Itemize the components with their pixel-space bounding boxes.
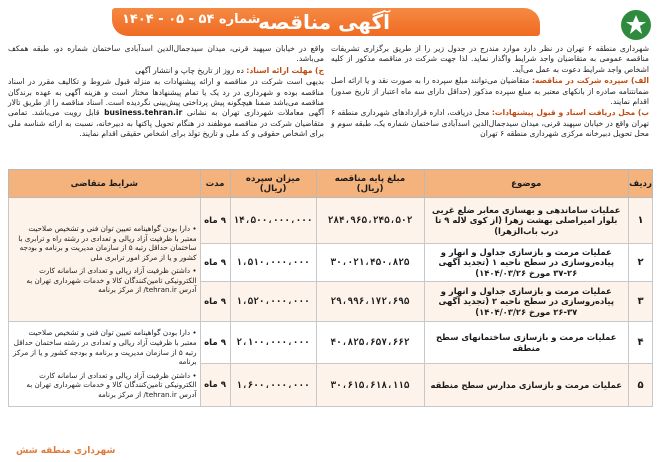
- row-subject: عملیات مرمت و بازسازی مدارس سطح منطقه: [424, 364, 629, 407]
- row-duration: ۹ ماه: [200, 282, 230, 322]
- condition-item: • دارا بودن گواهینامه تعیین توان فنی و تشخیص صلاحیت معتبر با ظرفیت آزاد ریالی و تعدادی در رشته ساختمان حداقل رتبه ۵ از سازمان مدیریت و برنامه و بودجه کشور و یا از مرکز برنامه: [13, 328, 197, 367]
- col-header-row: ردیف: [629, 170, 653, 198]
- signature: شهرداری منطقه شش: [16, 446, 116, 456]
- row-number: ۴: [629, 322, 653, 364]
- row-duration: ۹ ماه: [200, 244, 230, 282]
- row-number: ۲: [629, 244, 653, 282]
- notice-header: [2, 4, 657, 44]
- row-duration: ۹ ماه: [200, 364, 230, 407]
- intro-right-column: [331, 44, 649, 141]
- row-number: ۱: [629, 198, 653, 244]
- table-row: [9, 322, 653, 364]
- row-base-amount: ۳۰،۰۲۱،۴۵۰،۸۲۵: [316, 244, 424, 282]
- intro-paragraph-1: شهرداری منطقه ۶ تهران در نظر دارد موارد مندرج در جدول زیر را از طریق برگزاری تشریفات مناقصه عمومی به متقاضیان واجد شرایط واگذار نماید. لذا جهت شرکت در مناقصه مذکور از کلیه اشخاص واجد شرایط دعوت به عمل می‌آید.: [331, 44, 649, 74]
- col-header-base: [316, 170, 424, 198]
- row-subject: عملیات ساماندهی و بهسازی معابر ضلع غربی بلوار امیر‌اصلی بهشت زهرا (از کوی لاله ۹ تا درب باب‌الزهرا): [424, 198, 629, 244]
- intro-left-column: [8, 44, 324, 141]
- row-subject: عملیات مرمت و بازسازی جداول و انهار و پیاده‌روسازی در سطح ناحیه ۱ (تجدید آگهی ۲۶-۳۷ مورخ ۱۴۰۴/۰۳/۲۶): [424, 244, 629, 282]
- row-base-amount: ۲۸۴،۹۶۵،۲۴۵،۵۰۲: [316, 198, 424, 244]
- deposit-unit: (ریال): [259, 183, 287, 194]
- table-row: [9, 198, 653, 244]
- deposit-label: میزان سپرده: [245, 173, 301, 184]
- base-label: مبلغ پایه مناقصه: [334, 173, 406, 184]
- col-header-duration: مدت: [200, 170, 230, 198]
- location-continued: واقع در خیابان سپهبد قرنی، میدان سیدجمال‌الدین اسدآبادی ساختمان شماره دو، طبقه همکف می‌باشد.: [8, 44, 324, 64]
- table-header-row: [9, 170, 653, 198]
- conditions-group-1: [9, 198, 201, 322]
- row-deposit-amount: ۱،۵۲۰،۰۰۰،۰۰۰: [230, 282, 316, 322]
- base-unit: (ریال): [356, 183, 384, 194]
- notice-title: آگهی مناقصه: [258, 10, 390, 34]
- intro-text: [2, 44, 657, 169]
- row-deposit-amount: ۱،۵۱۰،۰۰۰،۰۰۰: [230, 244, 316, 282]
- col-header-conditions: شرایط متقاضی: [9, 170, 201, 198]
- row-base-amount: ۳۰،۶۱۵،۶۱۸،۱۱۵: [316, 364, 424, 407]
- location-section-label: ب) محل دریافت اسناد و قبول پیشنهادات:: [491, 108, 649, 118]
- row-deposit-amount: ۱۴،۵۰۰،۰۰۰،۰۰۰: [230, 198, 316, 244]
- row-duration: ۹ ماه: [200, 198, 230, 244]
- condition-item: • داشتن ظرفیت آزاد ریالی و تعدادی از سامانه کارت الکترونیکی تامین‌کنندگان کالا و خدمات شهرداری تهران به آدرس tehran.ir/ از مرکز برنامه: [26, 370, 197, 399]
- terms-text-end: قابل رویت می‌باشد. تمامی متقاضیان شرکت در مناقصه موظفند در هنگام تحویل پاکتها به دبیرخانه، نسبت به ارائه شناسه ملی برای اشخاص حقوقی و کد ملی و تاریخ تولد برای اشخاص حقیقی اقدام نمایند.: [8, 108, 324, 139]
- tender-table: [8, 169, 653, 407]
- location-section-text: محل دریافت، اداره قراردادهای شهرداری منطقه ۶ تهران واقع در خیابان سپهبد قرنی، میدان سیدجمال‌الدین اسدآبادی ساختمان شماره یک، طبقه سوم و محل تحویل دبیرخانه مرکزی شهرداری منطقه ۶ تهران: [331, 108, 649, 139]
- title-banner: [112, 8, 540, 36]
- col-header-subject: موضوع: [424, 170, 629, 198]
- conditions-group-2: [9, 322, 201, 407]
- deadline-text: ده روز از تاریخ چاپ و انتشار آگهی: [135, 65, 244, 75]
- condition-item: • داشتن ظرفیت آزاد ریالی و تعدادی از سامانه کارت الکترونیکی تامین‌کنندگان کالا و خدمات شهرداری تهران به آدرس tehran.ir/ از مرکز برنامه: [26, 266, 197, 295]
- notice-number: شماره ۵۴ - ۰۵ - ۱۴۰۴: [122, 12, 261, 27]
- row-number: ۵: [629, 364, 653, 407]
- row-duration: ۹ ماه: [200, 322, 230, 364]
- deadline-label: ج) مهلت ارائه اسناد:: [246, 65, 324, 75]
- row-subject: عملیات مرمت و بازسازی جداول و انهار و پیاده‌روسازی در سطح ناحیه ۲ (تجدید آگهی ۳۷-۲۶ مورخ ۱۴۰۴/۰۳/۲۶): [424, 282, 629, 322]
- row-deposit-amount: ۱،۶۰۰،۰۰۰،۰۰۰: [230, 364, 316, 407]
- row-deposit-amount: ۲،۱۰۰،۰۰۰،۰۰۰: [230, 322, 316, 364]
- row-subject: عملیات مرمت و بازسازی ساختمانهای سطح منطقه: [424, 322, 629, 364]
- deposit-section-label: الف) سپرده شرکت در مناقصه:: [532, 76, 649, 86]
- row-base-amount: ۲۹،۹۹۶،۱۷۲،۶۹۵: [316, 282, 424, 322]
- row-base-amount: ۴۰،۸۲۵،۶۵۷،۶۶۲: [316, 322, 424, 364]
- terms-text: بدیهی است شرکت در مناقصه و ارائه پیشنهادات به منزله قبول شروط و تکالیف مقرر در اسناد مناقصه بوده و شهرداری در رد یک یا تمام پیشنهادها مختار است و هزینه آگهی به عهده برندگان مناقصه می‌باشد ضمنا هیچگونه پیش پرداختی پیش‌بینی نگردیده است. اسناد مناقصه را از طریق تالار آگهی معاملات شهرداری تهران به نشانی: [8, 77, 324, 118]
- row-number: ۳: [629, 282, 653, 322]
- condition-item: • دارا بودن گواهینامه تعیین توان فنی و تشخیص صلاحیت معتبر با ظرفیت آزاد ریالی و تعدادی در رشته راه و ترابری با ساختمان حداقل رتبه ۵ از سازمان مدیریت و برنامه و بودجه کشور و یا از مرکز امور ترابری ملی: [18, 223, 197, 262]
- deposit-section-text: متقاضیان می‌توانند مبلغ سپرده را به صورت نقد و یا ارائه اصل ضمانتنامه صادره از بانکهای معتبر به مبلغ سپرده مذکور (حداقل دارای سه ماه اعتبار از تاریخ صدور) اقدام نمایند.: [331, 76, 649, 107]
- col-header-deposit: [230, 170, 316, 198]
- municipality-logo-icon: [621, 10, 651, 40]
- business-portal-link[interactable]: business.tehran.ir: [104, 108, 183, 118]
- tender-notice: [2, 2, 657, 460]
